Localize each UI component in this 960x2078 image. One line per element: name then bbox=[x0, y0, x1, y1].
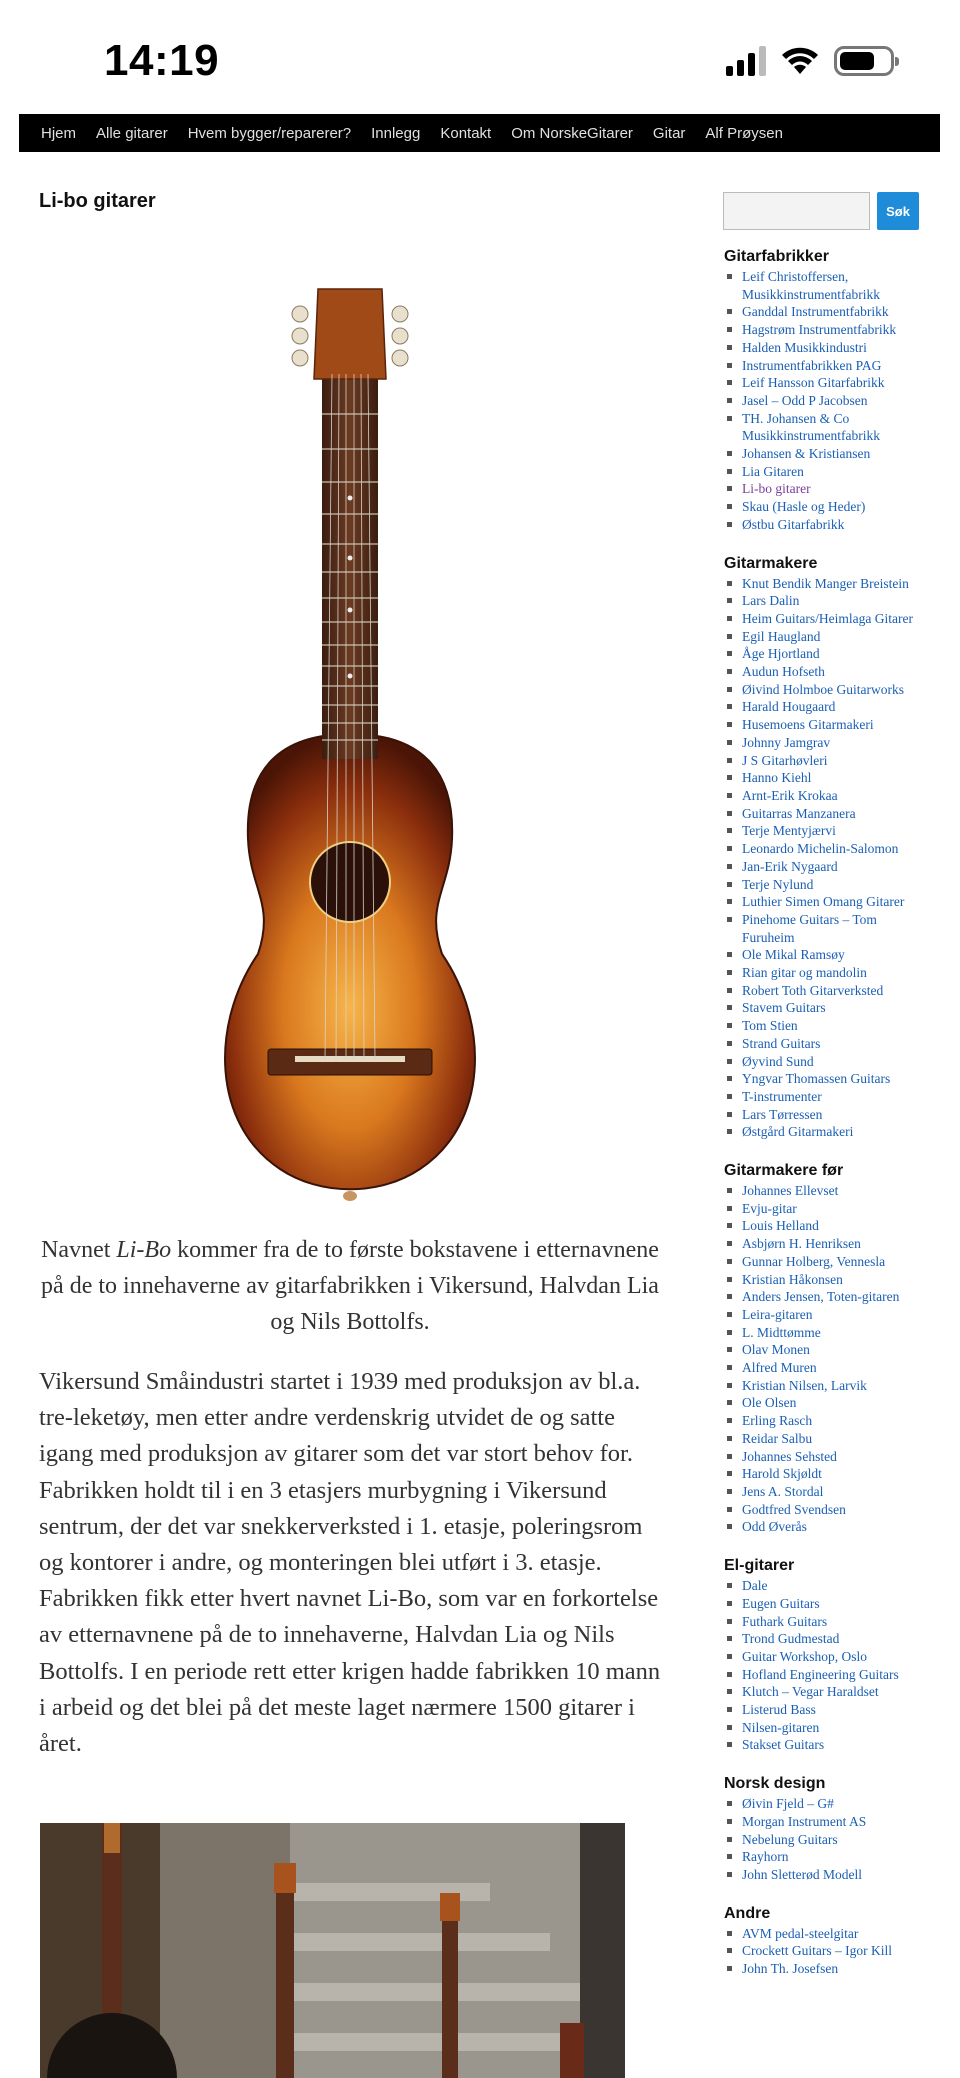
sidebar-link[interactable]: Morgan Instrument AS bbox=[724, 1813, 924, 1831]
sidebar-link[interactable]: Stakset Guitars bbox=[724, 1736, 924, 1754]
widget-title: Gitarmakere bbox=[724, 554, 818, 572]
sidebar-link[interactable]: Hanno Kiehl bbox=[724, 769, 924, 787]
sidebar-link[interactable]: John Th. Josefsen bbox=[724, 1960, 924, 1978]
sidebar-link[interactable]: Li-bo gitarer bbox=[724, 480, 924, 498]
sidebar-link[interactable]: Johannes Sehsted bbox=[724, 1448, 924, 1466]
sidebar-link[interactable]: Østbu Gitarfabrikk bbox=[724, 516, 924, 534]
sidebar-link[interactable]: Nilsen-gitaren bbox=[724, 1719, 924, 1737]
sidebar-link[interactable]: Instrumentfabrikken PAG bbox=[724, 357, 924, 375]
sidebar-link[interactable]: Jasel – Odd P Jacobsen bbox=[724, 392, 924, 410]
sidebar-link[interactable]: AVM pedal-steelgitar bbox=[724, 1925, 924, 1943]
sidebar-link[interactable]: Jens A. Stordal bbox=[724, 1483, 924, 1501]
sidebar-link[interactable]: Trond Gudmestad bbox=[724, 1630, 924, 1648]
guitar-photo bbox=[150, 264, 550, 1214]
nav-item-alf-proysen[interactable]: Alf Prøysen bbox=[705, 124, 783, 142]
status-icons bbox=[726, 46, 894, 76]
sidebar-link[interactable]: Jan-Erik Nygaard bbox=[724, 858, 924, 876]
widget-title: Gitarfabrikker bbox=[724, 248, 829, 265]
sidebar-widget bbox=[724, 1774, 924, 1884]
sidebar-link[interactable]: Evju-gitar bbox=[724, 1200, 924, 1218]
sidebar-link[interactable]: Listerud Bass bbox=[724, 1701, 924, 1719]
sidebar-link[interactable]: John Sletterød Modell bbox=[724, 1866, 924, 1884]
sidebar-link[interactable]: Øivind Holmboe Guitarworks bbox=[724, 681, 924, 699]
main-content bbox=[39, 190, 659, 213]
widget-link-list bbox=[724, 1795, 924, 1884]
widget-title: El-gitarer bbox=[724, 1557, 795, 1575]
sidebar-link[interactable]: Heim Guitars/Heimlaga Gitarer bbox=[724, 610, 924, 628]
guitars-on-stairs-photo bbox=[40, 1823, 625, 2078]
sidebar-link[interactable]: Kristian Håkonsen bbox=[724, 1271, 924, 1289]
sidebar-link[interactable]: Leif Hansson Gitarfabrikk bbox=[724, 374, 924, 392]
nav-item-alle-gitarer[interactable]: Alle gitarer bbox=[96, 124, 168, 142]
sidebar-link[interactable]: Louis Helland bbox=[724, 1217, 924, 1235]
nav-item-hvem-bygger[interactable]: Hvem bygger/reparerer? bbox=[187, 124, 352, 142]
page-title: Li-bo gitarer bbox=[39, 190, 156, 212]
sidebar-link[interactable]: Pinehome Guitars – Tom Furuheim bbox=[724, 911, 924, 946]
sidebar-link[interactable]: Odd Øverås bbox=[724, 1518, 924, 1536]
sidebar-link[interactable]: Guitar Workshop, Oslo bbox=[724, 1648, 924, 1666]
sidebar-link[interactable]: Harald Hougaard bbox=[724, 698, 924, 716]
sidebar-link[interactable]: Audun Hofseth bbox=[724, 663, 924, 681]
sidebar-link[interactable]: Johansen & Kristiansen bbox=[724, 445, 924, 463]
sidebar-link[interactable]: Johnny Jamgrav bbox=[724, 734, 924, 752]
sidebar-link[interactable]: Gunnar Holberg, Vennesla bbox=[724, 1253, 924, 1271]
sidebar-link[interactable]: Skau (Hasle og Heder) bbox=[724, 498, 924, 516]
sidebar-link[interactable]: Egil Haugland bbox=[724, 628, 924, 646]
caption-emphasis: Li-Bo bbox=[116, 1237, 172, 1263]
sidebar-link[interactable]: Alfred Muren bbox=[724, 1359, 924, 1377]
sidebar-link[interactable]: Robert Toth Gitarverksted bbox=[724, 982, 924, 1000]
search-input[interactable] bbox=[723, 192, 870, 230]
sidebar-link[interactable]: Klutch – Vegar Haraldset bbox=[724, 1683, 924, 1701]
sidebar-link[interactable]: Terje Nylund bbox=[724, 876, 924, 894]
sidebar-link[interactable]: J S Gitarhøvleri bbox=[724, 752, 924, 770]
sidebar-link[interactable]: Lars Tørressen bbox=[724, 1106, 924, 1124]
sidebar-link[interactable]: Leif Christoffersen, Musikkinstrumentfabrikk bbox=[724, 268, 924, 303]
sidebar-link[interactable]: Asbjørn H. Henriksen bbox=[724, 1235, 924, 1253]
nav-item-hjem[interactable]: Hjem bbox=[41, 124, 77, 142]
nav-item-om-norskegitarer[interactable]: Om NorskeGitarer bbox=[511, 124, 633, 142]
sidebar-link[interactable]: Ole Mikal Ramsøy bbox=[724, 946, 924, 964]
main-nav bbox=[19, 114, 940, 152]
sidebar-link[interactable]: Halden Musikkindustri bbox=[724, 339, 924, 357]
sidebar-link[interactable]: Strand Guitars bbox=[724, 1035, 924, 1053]
sidebar-link[interactable]: Rian gitar og mandolin bbox=[724, 964, 924, 982]
sidebar-link[interactable]: Øyvind Sund bbox=[724, 1053, 924, 1071]
widget-link-list bbox=[724, 1182, 924, 1536]
sidebar-link[interactable]: Dale bbox=[724, 1577, 924, 1595]
photo-caption: Navnet Li-Bo kommer fra de to første bokstavene i etternavnene på de to innehaverne av gitarfabrikken i Vikersund, Halvdan Lia og Nils Bottolfs. bbox=[41, 1237, 659, 1335]
sidebar-link[interactable]: Kristian Nilsen, Larvik bbox=[724, 1377, 924, 1395]
wifi-icon bbox=[780, 46, 820, 76]
sidebar-link[interactable]: Tom Stien bbox=[724, 1017, 924, 1035]
sidebar-link[interactable]: Leonardo Michelin-Salomon bbox=[724, 840, 924, 858]
sidebar-link[interactable]: Erling Rasch bbox=[724, 1412, 924, 1430]
sidebar-widget bbox=[724, 1556, 924, 1754]
sidebar-link[interactable]: Terje Mentyjærvi bbox=[724, 822, 924, 840]
sidebar-link[interactable]: Knut Bendik Manger Breistein bbox=[724, 575, 924, 593]
sidebar-link[interactable]: TH. Johansen & Co Musikkinstrumentfabrikk bbox=[724, 410, 924, 445]
nav-item-kontakt[interactable]: Kontakt bbox=[440, 124, 492, 142]
nav-item-innlegg[interactable]: Innlegg bbox=[371, 124, 421, 142]
sidebar-widget bbox=[724, 554, 924, 1142]
sidebar-link[interactable]: Reidar Salbu bbox=[724, 1430, 924, 1448]
sidebar-link[interactable]: Hofland Engineering Guitars bbox=[724, 1666, 924, 1684]
sidebar-link[interactable]: L. Midttømme bbox=[724, 1324, 924, 1342]
sidebar-link[interactable]: Rayhorn bbox=[724, 1848, 924, 1866]
sidebar-link[interactable]: T-instrumenter bbox=[724, 1088, 924, 1106]
sidebar-link[interactable]: Crockett Guitars – Igor Kill bbox=[724, 1942, 924, 1960]
sidebar-link[interactable]: Godtfred Svendsen bbox=[724, 1501, 924, 1519]
sidebar-widget bbox=[724, 1161, 924, 1536]
sidebar-link[interactable]: Anders Jensen, Toten-gitaren bbox=[724, 1288, 924, 1306]
sidebar-link[interactable]: Arnt-Erik Krokaa bbox=[724, 787, 924, 805]
nav-item-gitar[interactable]: Gitar bbox=[652, 124, 686, 142]
widget-title: Andre bbox=[724, 1904, 771, 1922]
widget-title: Norsk design bbox=[724, 1775, 826, 1793]
sidebar-link[interactable]: Husemoens Gitarmakeri bbox=[724, 716, 924, 734]
sidebar-widget bbox=[724, 1904, 924, 1978]
sidebar-link[interactable]: Hagstrøm Instrumentfabrikk bbox=[724, 321, 924, 339]
status-time: 14:19 bbox=[104, 36, 220, 85]
search-button[interactable]: Søk bbox=[877, 192, 919, 230]
sidebar-link[interactable]: Stavem Guitars bbox=[724, 999, 924, 1017]
sidebar-link[interactable]: Nebelung Guitars bbox=[724, 1831, 924, 1849]
sidebar-link[interactable]: Leira-gitaren bbox=[724, 1306, 924, 1324]
sidebar bbox=[724, 247, 924, 1998]
sidebar-link[interactable]: Luthier Simen Omang Gitarer bbox=[724, 893, 924, 911]
sidebar-link[interactable]: Ganddal Instrumentfabrikk bbox=[724, 303, 924, 321]
sidebar-link[interactable]: Olav Monen bbox=[724, 1341, 924, 1359]
battery-icon bbox=[834, 46, 894, 76]
widget-link-list bbox=[724, 1925, 924, 1978]
article-body: Vikersund Småindustri startet i 1939 med produksjon av bl.a. tre-leketøy, men etter andre verdenskrig utvidet de og satte igang med produksjon av gitarer som det var stort behov for. Fabrikken holdt til i en 3 etasjers murbygning i Vikersund sentrum, der det var snekkerverksted i 1. etasje, poleringsrom og kontorer i andre, og monteringen blei utført i 3. etasje. Fabrikken fikk etter hvert navnet Li-Bo, som var en forkortelse av etternavnene på de to innehaverne, Halvdan Lia og Nils Bottolfs. I en periode rett etter krigen hadde fabrikken 10 mann i arbeid og det blei på det meste laget nærmere 1500 gitarer i året. bbox=[39, 1368, 661, 1758]
sidebar-link[interactable]: Futhark Guitars bbox=[724, 1613, 924, 1631]
widget-title: Gitarmakere før bbox=[724, 1162, 844, 1180]
sidebar-link[interactable]: Østgård Gitarmakeri bbox=[724, 1123, 924, 1141]
sidebar-link[interactable]: Åge Hjortland bbox=[724, 645, 924, 663]
sidebar-link[interactable]: Yngvar Thomassen Guitars bbox=[724, 1070, 924, 1088]
status-bar bbox=[0, 0, 960, 115]
widget-link-list bbox=[724, 268, 924, 534]
widget-link-list bbox=[724, 575, 924, 1142]
sidebar-link[interactable]: Eugen Guitars bbox=[724, 1595, 924, 1613]
cellular-signal-icon bbox=[726, 46, 766, 76]
sidebar-link[interactable]: Lars Dalin bbox=[724, 592, 924, 610]
sidebar-widget bbox=[724, 247, 924, 534]
sidebar-link[interactable]: Guitarras Manzanera bbox=[724, 805, 924, 823]
sidebar-link[interactable]: Johannes Ellevset bbox=[724, 1182, 924, 1200]
sidebar-link[interactable]: Øivin Fjeld – G# bbox=[724, 1795, 924, 1813]
widget-link-list bbox=[724, 1577, 924, 1754]
sidebar-link[interactable]: Harold Skjøldt bbox=[724, 1465, 924, 1483]
sidebar-link[interactable]: Ole Olsen bbox=[724, 1394, 924, 1412]
sidebar-link[interactable]: Lia Gitaren bbox=[724, 463, 924, 481]
